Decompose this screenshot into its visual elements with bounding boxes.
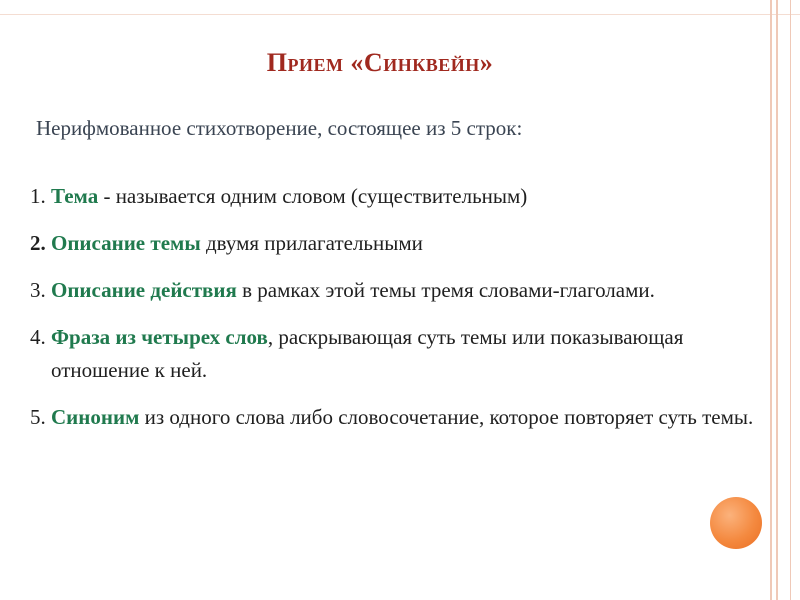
list-item <box>30 274 760 307</box>
item-number: 2. <box>30 231 46 255</box>
list-item <box>30 401 760 434</box>
list-item <box>30 227 760 260</box>
frame-line-right-2 <box>776 0 778 600</box>
item-term: Синоним <box>51 405 140 429</box>
list-item <box>30 180 760 213</box>
frame-line-right-3 <box>790 0 791 600</box>
item-text: двумя прилагательными <box>200 231 423 255</box>
sinquain-rules-list <box>30 180 760 448</box>
item-text: - называется одним словом (существительным) <box>98 184 528 208</box>
slide-subtitle: Нерифмованное стихотворение, состоящее из 5 строк: <box>36 116 523 140</box>
item-term: Тема <box>51 184 99 208</box>
list-item <box>30 321 760 387</box>
item-term: Фраза из четырех слов <box>51 325 268 349</box>
frame-line-right-1 <box>770 0 772 600</box>
item-text: из одного слова либо словосочетание, которое повторяет суть темы. <box>139 405 754 429</box>
slide-title: Прием «Синквейн» <box>266 48 494 77</box>
item-text: в рамках этой темы тремя словами-глаголами. <box>236 278 655 302</box>
frame-line-top <box>0 14 800 15</box>
orange-circle-decoration <box>710 497 762 549</box>
item-number: 4. <box>30 325 46 349</box>
item-term: Описание действия <box>51 278 237 302</box>
item-term: Описание темы <box>51 231 201 255</box>
item-number: 5. <box>30 405 46 429</box>
item-number: 1. <box>30 184 46 208</box>
item-number: 3. <box>30 278 46 302</box>
item-text: , раскрывающая суть темы или показывающая отношение к ней. <box>51 325 684 382</box>
